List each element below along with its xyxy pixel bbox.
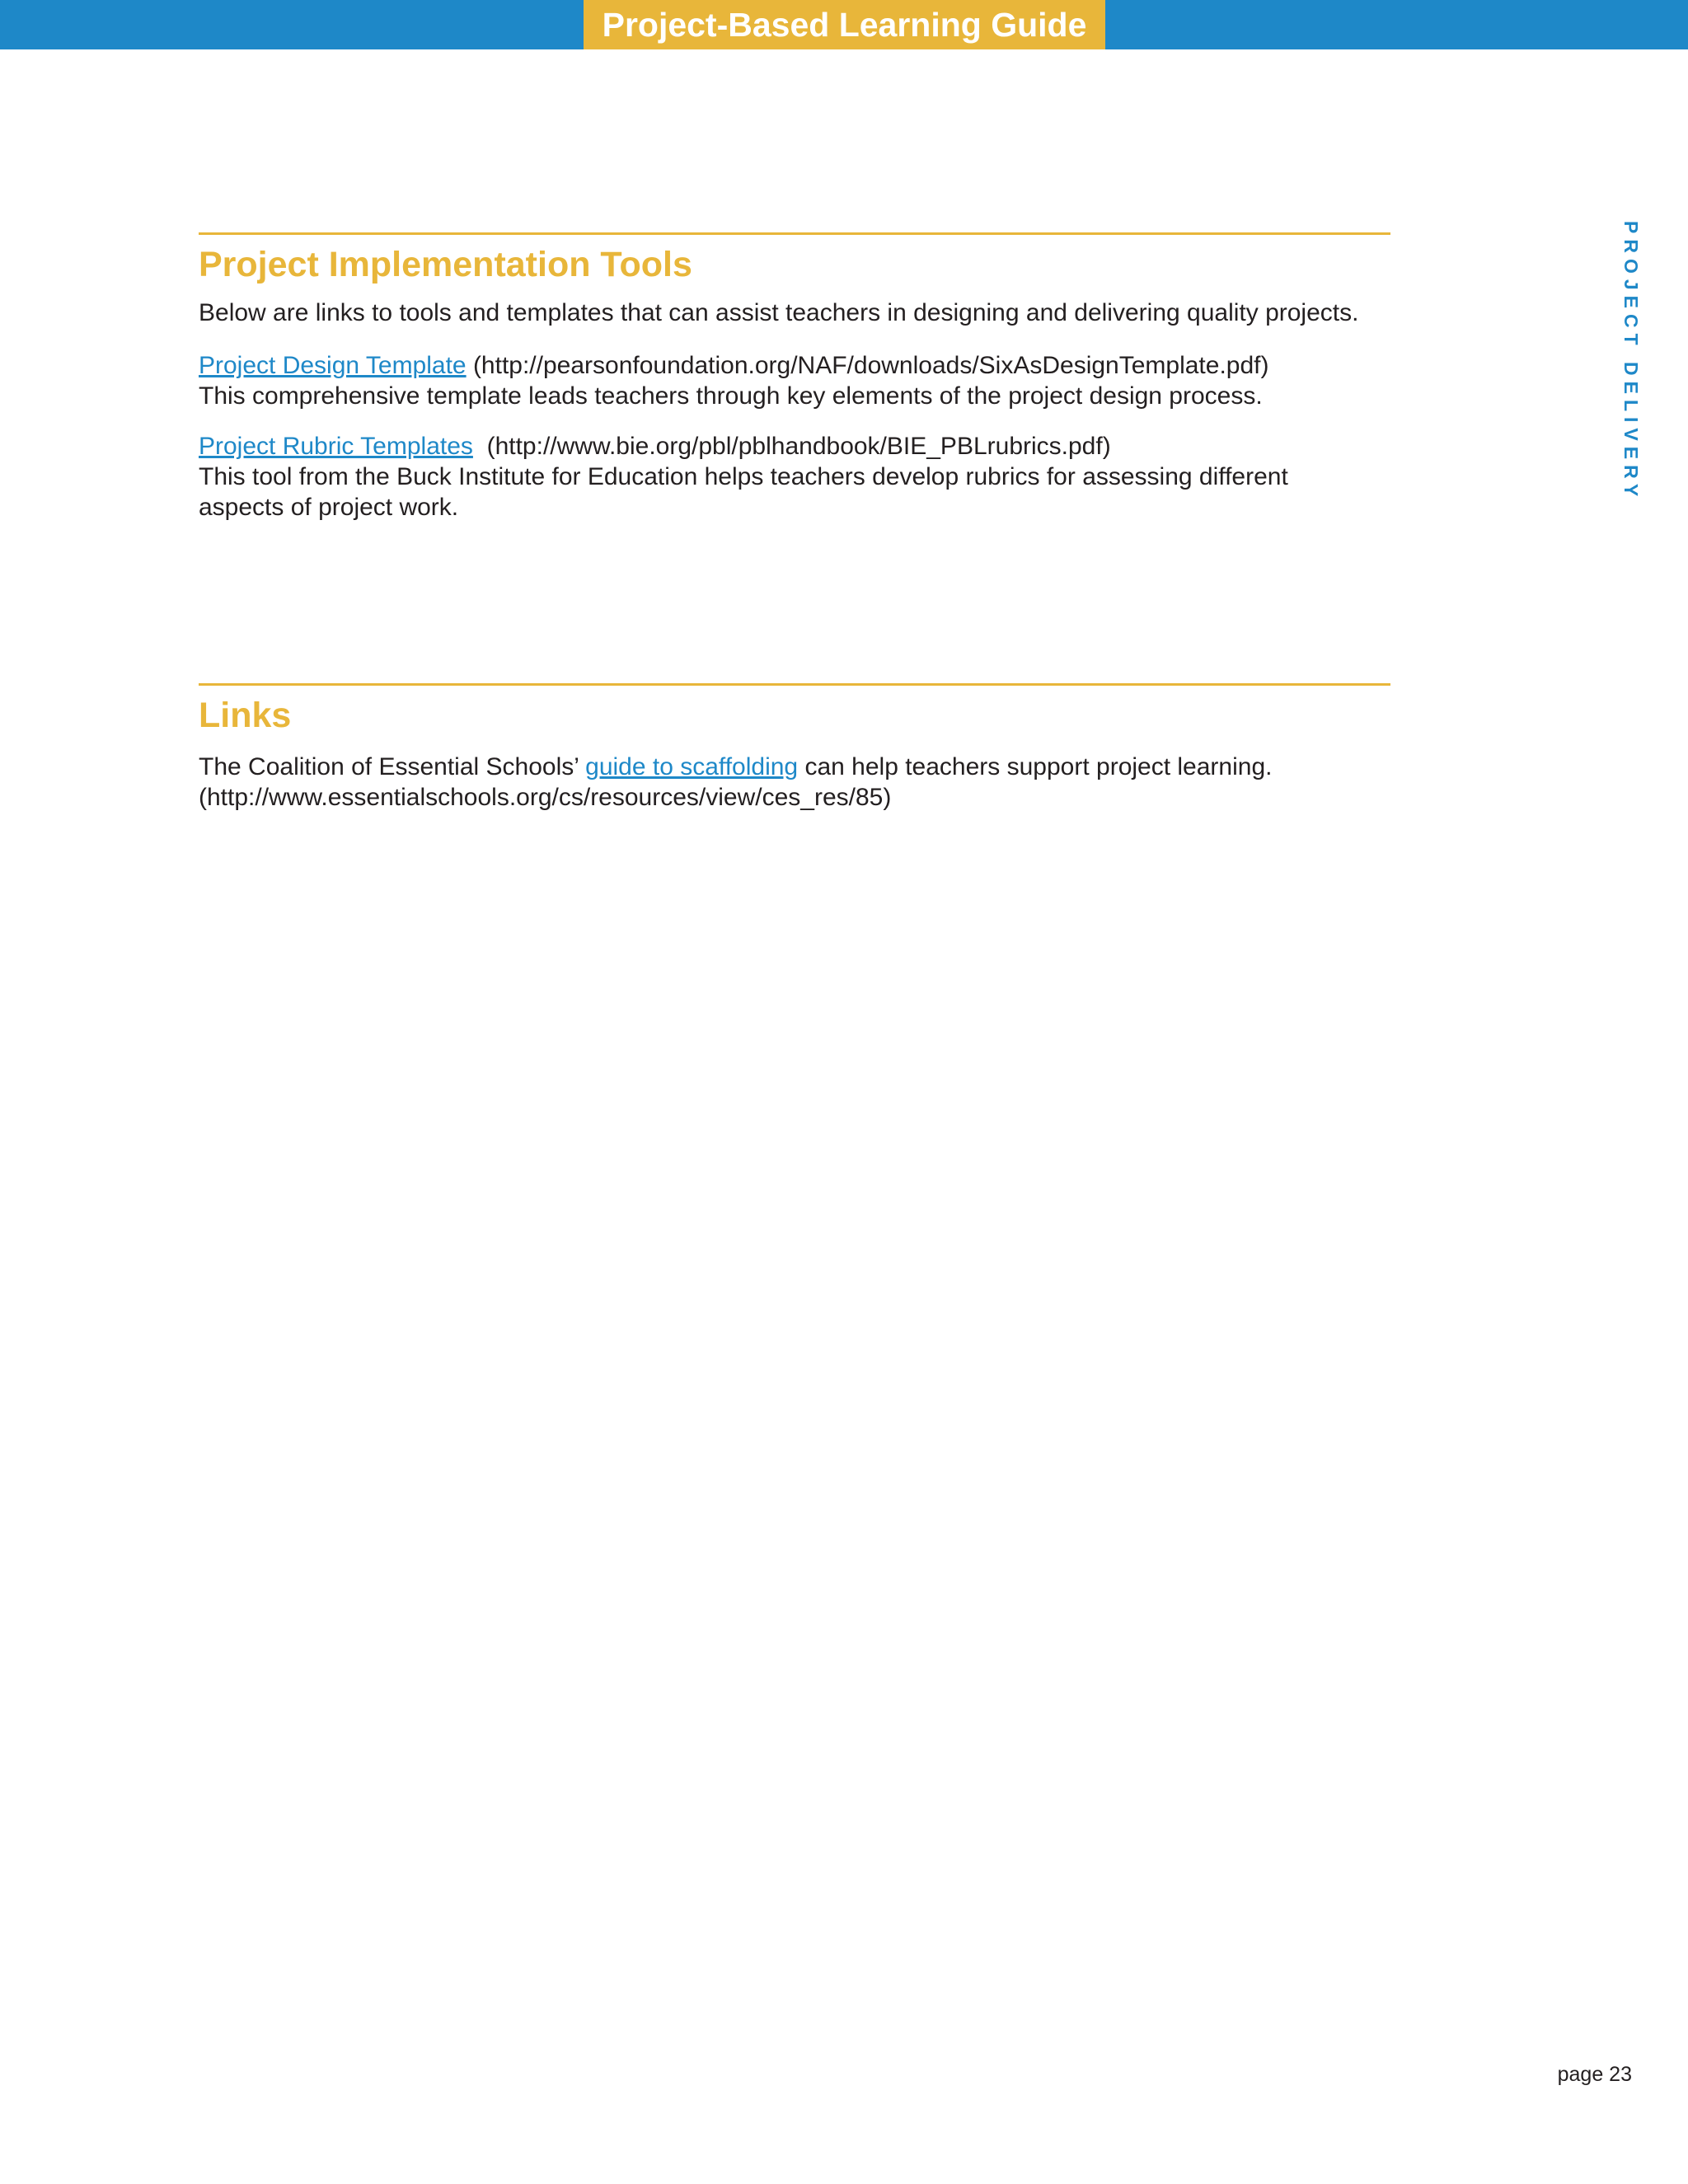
resource-description: This comprehensive template leads teachers through key elements of the project design process.	[199, 382, 1263, 410]
section-divider	[199, 683, 1390, 686]
section-title: Links	[199, 696, 292, 735]
resource-entry	[199, 350, 1390, 411]
links-url: (http://www.essentialschools.org/cs/resources/view/ces_res/85)	[199, 784, 892, 811]
implementation-tools-section	[199, 232, 1390, 523]
resource-url: (http://pearsonfoundation.org/NAF/downloads/SixAsDesignTemplate.pdf)	[466, 352, 1269, 379]
page-number: page 23	[1557, 2063, 1632, 2086]
links-section	[199, 683, 1390, 813]
section-title: Project Implementation Tools	[199, 245, 692, 284]
guide-to-scaffolding-link[interactable]: guide to scaffolding	[585, 753, 799, 780]
links-text: The Coalition of Essential Schools’	[199, 753, 586, 780]
resource-description: This tool from the Buck Institute for Education helps teachers develop rubrics for assessing different	[199, 463, 1288, 490]
side-section-label: PROJECT DELIVERY	[1620, 221, 1642, 503]
links-text: can help teachers support project learning.	[798, 753, 1273, 780]
resource-link-line	[199, 431, 1390, 462]
resource-link-line	[199, 350, 1390, 381]
guide-title: Project-Based Learning Guide	[584, 0, 1105, 49]
project-rubric-templates-link[interactable]: Project Rubric Templates	[199, 433, 473, 460]
resource-url: (http://www.bie.org/pbl/pblhandbook/BIE_PBLrubrics.pdf)	[472, 433, 1111, 460]
project-design-template-link[interactable]: Project Design Template	[199, 352, 467, 379]
links-paragraph	[199, 752, 1390, 782]
resource-description: aspects of project work.	[199, 494, 459, 521]
section-divider	[199, 232, 1390, 235]
section-intro: Below are links to tools and templates that can assist teachers in designing and delivering quality projects.	[199, 299, 1359, 326]
resource-entry	[199, 431, 1390, 523]
